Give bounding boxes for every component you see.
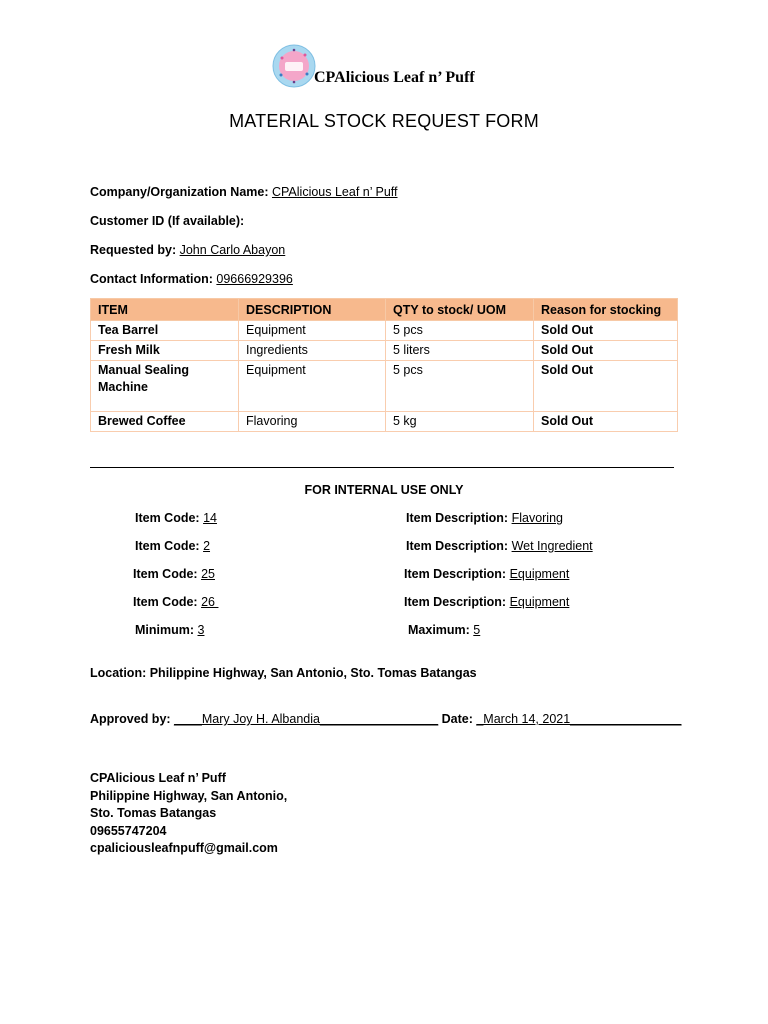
footer-city: Sto. Tomas Batangas — [90, 806, 217, 820]
item-cell: Tea Barrel — [91, 321, 239, 341]
contact-field — [90, 272, 293, 286]
description-cell: Flavoring — [239, 412, 386, 432]
maximum-value: 5 — [473, 623, 481, 637]
qty-cell: 5 pcs — [386, 321, 534, 341]
table-row — [91, 341, 678, 361]
company-field — [90, 185, 398, 199]
qty-cell: 5 kg — [386, 412, 534, 432]
item-description-value: Wet Ingredient — [511, 539, 593, 553]
column-header-item: ITEM — [91, 299, 239, 321]
item-code-value: 14 — [203, 511, 217, 525]
item-cell: Manual Sealing Machine — [91, 361, 239, 412]
footer-phone: 09655747204 — [90, 823, 167, 838]
requested-by-field — [90, 243, 285, 257]
item-description-2 — [406, 539, 593, 553]
page-title: MATERIAL STOCK REQUEST FORM — [229, 111, 539, 131]
item-cell: Brewed Coffee — [91, 412, 239, 432]
internal-use-heading: FOR INTERNAL USE ONLY — [304, 483, 464, 497]
minimum-value: 3 — [197, 623, 205, 637]
reason-cell: Sold Out — [534, 361, 678, 412]
contact-value: 09666929396 — [216, 272, 293, 286]
reason-cell: Sold Out — [534, 321, 678, 341]
item-description-value: Flavoring — [511, 511, 563, 525]
date-label: Date: — [438, 712, 477, 726]
customer-id-field — [90, 214, 244, 228]
table-row — [91, 321, 678, 341]
reason-cell: Sold Out — [534, 341, 678, 361]
item-code-value: 2 — [203, 539, 211, 553]
item-code-label: Item Code: — [135, 511, 204, 525]
qty-cell: 5 liters — [386, 341, 534, 361]
section-divider — [90, 467, 674, 468]
footer-street: Philippine Highway, San Antonio, — [90, 788, 288, 803]
customer-id-label: Customer ID (If available): — [90, 214, 245, 228]
requested-by-label: Requested by: — [90, 243, 180, 257]
footer-email: cpaliciousleafnpuff@gmail.com — [90, 841, 278, 855]
item-code-label: Item Code: — [135, 539, 204, 553]
item-code-1 — [135, 511, 217, 525]
maximum-label: Maximum: — [408, 623, 474, 637]
item-code-label: Item Code: — [133, 567, 202, 581]
approval-line — [90, 712, 681, 726]
item-code-value: 25 — [201, 567, 215, 581]
table-row — [91, 361, 678, 412]
item-code-label: Item Code: — [133, 595, 202, 609]
table-row — [91, 412, 678, 432]
contact-label: Contact Information: — [90, 272, 217, 286]
description-cell: Ingredients — [239, 341, 386, 361]
company-label: Company/Organization Name: — [90, 185, 272, 199]
requested-by-value: John Carlo Abayon — [179, 243, 286, 257]
description-cell: Equipment — [239, 361, 386, 412]
footer-address — [90, 770, 287, 858]
maximum-field — [408, 623, 480, 637]
column-header-qty: QTY to stock/ UOM — [386, 299, 534, 321]
item-description-label: Item Description: — [404, 567, 510, 581]
company-value: CPAlicious Leaf n’ Puff — [271, 185, 398, 199]
item-description-value: Equipment — [509, 567, 570, 581]
approval-date: _March 14, 2021________________ — [476, 712, 682, 726]
item-cell: Fresh Milk — [91, 341, 239, 361]
item-description-value: Equipment — [509, 595, 570, 609]
reason-cell: Sold Out — [534, 412, 678, 432]
item-code-2 — [135, 539, 210, 553]
item-description-3 — [404, 567, 569, 581]
minimum-label: Minimum: — [135, 623, 198, 637]
qty-cell: 5 pcs — [386, 361, 534, 412]
column-header-reason: Reason for stocking — [534, 299, 678, 321]
footer-company: CPAlicious Leaf n’ Puff — [90, 771, 226, 785]
approved-by-label: Approved by: — [90, 712, 175, 726]
approver-name: ____Mary Joy H. Albandia_________________ — [174, 712, 439, 726]
item-description-1 — [406, 511, 563, 525]
item-code-4 — [133, 595, 218, 609]
stock-table — [90, 298, 678, 432]
minimum-field — [135, 623, 204, 637]
column-header-description: DESCRIPTION — [239, 299, 386, 321]
item-description-label: Item Description: — [406, 511, 512, 525]
location-line: Location: Philippine Highway, San Antonio, Sto. Tomas Batangas — [90, 666, 477, 680]
item-description-label: Item Description: — [406, 539, 512, 553]
item-description-4 — [404, 595, 569, 609]
item-code-value: 26 — [201, 595, 219, 609]
brand-name: CPAlicious Leaf n’ Puff — [314, 69, 475, 86]
item-description-label: Item Description: — [404, 595, 510, 609]
description-cell: Equipment — [239, 321, 386, 341]
table-header-row — [91, 299, 678, 321]
brand-logo-icon — [272, 44, 316, 88]
item-code-3 — [133, 567, 215, 581]
